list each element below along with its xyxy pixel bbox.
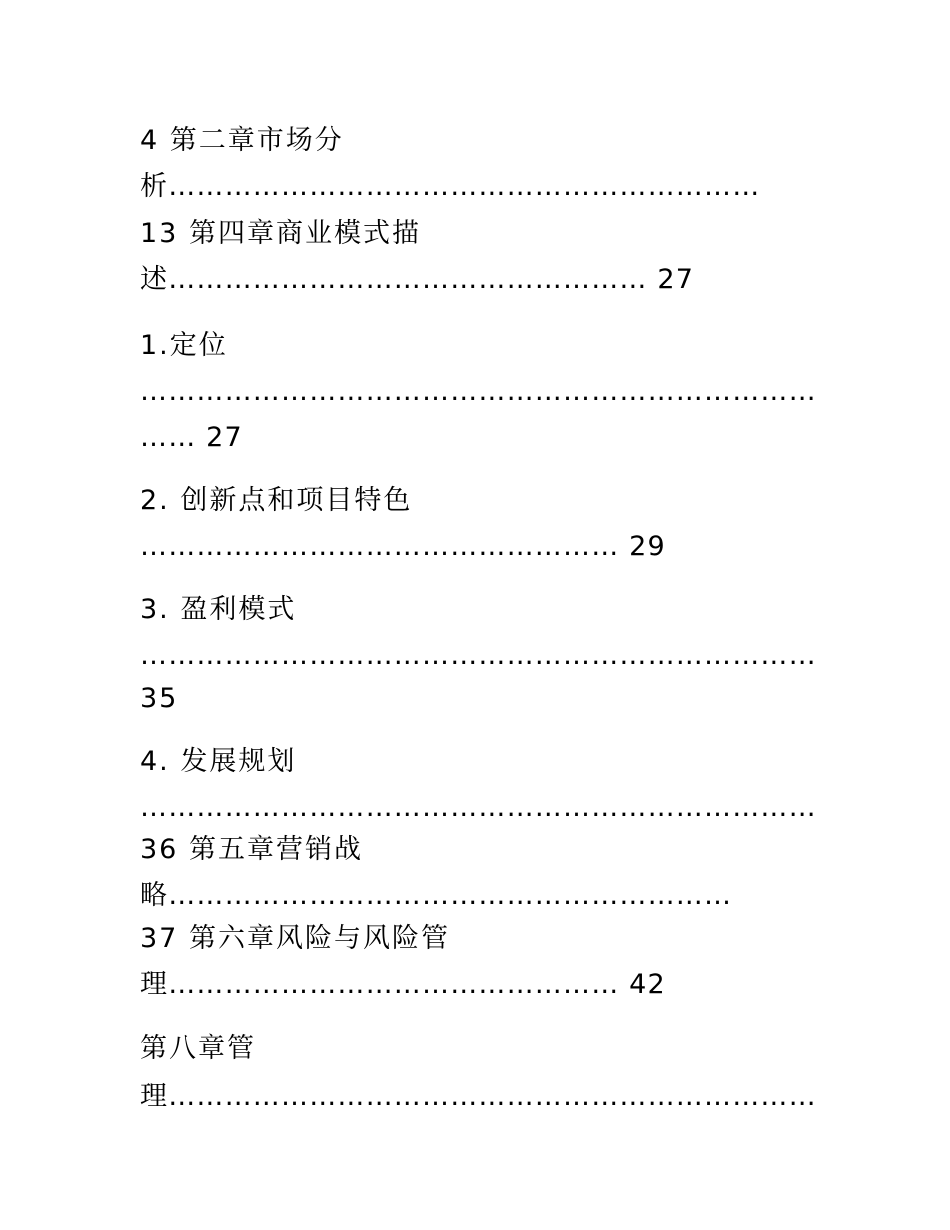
toc-line: ………………………………………………………………	[140, 376, 817, 407]
toc-line: 36 第五章营销战	[140, 834, 363, 865]
toc-line: 第八章管	[140, 1033, 256, 1064]
toc-line: 35	[140, 683, 179, 714]
toc-line: 1.定位	[140, 330, 228, 361]
toc-line: 4. 发展规划	[140, 746, 297, 777]
toc-line: 13 第四章商业模式描	[140, 218, 421, 249]
toc-line: …………………………………………… 29	[140, 531, 666, 562]
toc-line: 理………………………………………… 42	[140, 969, 666, 1000]
toc-line: 2. 创新点和项目特色	[140, 485, 413, 516]
toc-line: 3. 盈利模式	[140, 594, 297, 625]
toc-line: ………………………………………………………………	[140, 792, 817, 823]
toc-line: 4 第二章市场分	[140, 125, 344, 156]
toc-line: …… 27	[140, 422, 243, 453]
toc-line: 理……………………………………………………………	[140, 1081, 817, 1112]
toc-line: 略……………………………………………………	[140, 880, 733, 911]
toc-line: 析………………………………………………………	[140, 171, 761, 202]
toc-line: 37 第六章风险与风险管	[140, 923, 450, 954]
toc-line: ………………………………………………………………	[140, 640, 817, 671]
toc-line: 述…………………………………………… 27	[140, 264, 695, 295]
